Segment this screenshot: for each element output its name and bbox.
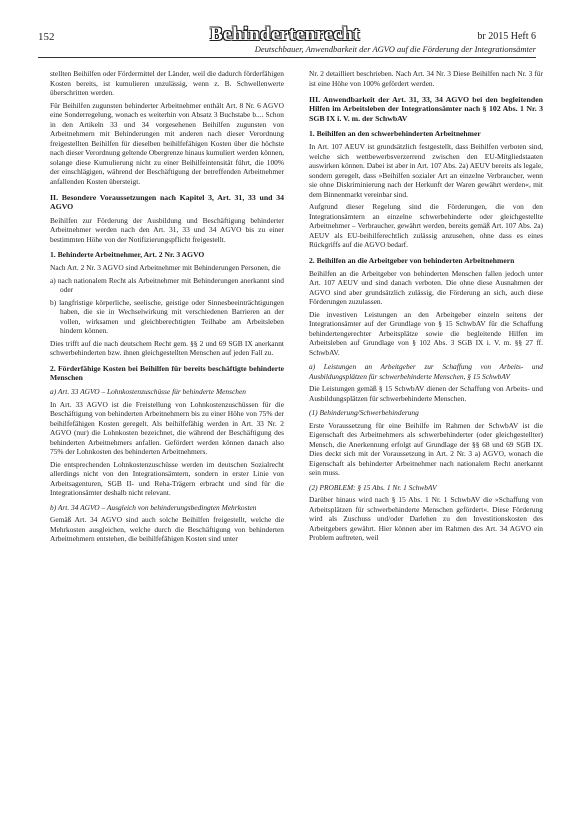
- subheading-b: b) Art. 34 AGVO – Ausgleich von behinderungsbedingten Mehrkosten: [50, 502, 257, 512]
- header-rule: [38, 57, 536, 58]
- paragraph: Nr. 2 detailliert beschrieben. Nach Art. 34 Nr. 3 Diese Beihilfen nach Nr. 3 für ist eine Höhe von 100% gefördert werden.: [309, 69, 543, 88]
- subheading-bb: (2) PROBLEM: § 15 Abs. 1 Nr. 1 SchwbAV: [309, 482, 437, 492]
- paragraph: In Art. 107 AEUV ist grundsätzlich festgestellt, dass Beihilfen verboten sind, welche sich wettbewerbsverzerrend zwischen den EU-Mitgliedstaaten auswirken können. Dabei ist aber in Art. 107 Abs. 2a) AEUV bereits als legale, sondern geregelt, dass »Beihilfen sozialer Art an einzelne Verbraucher, wenn sie ohne Diskriminierung nach der Herkunft der Waren gewährt werden«, mit dem Binnenmarkt vereinbar sind.: [309, 142, 543, 199]
- paragraph: Die entsprechenden Lohnkostenzuschüsse werden im deutschen Sozialrecht allerdings nicht von den Integrationsämtern, sondern in erster Linie von Arbeitsagenturen, SGB II- und Reha-Trägern erbracht und sind für die Integrationsämter deshalb nicht relevant.: [50, 459, 284, 498]
- paragraph: Darüber hinaus wird nach § 15 Abs. 1 Nr. 1 SchwbAV die »Schaffung von Arbeitsplätzen für schwerbehinderte Menschen gefördert«. Diese Förderung wird als Zuschuss und/oder Darlehen zu den Investitionskosten des Arbeitgebers gewährt. Hier können aber im Rahmen des Art. 34 AGVO ein Problem auftreten, weil: [309, 495, 543, 543]
- subheading-a: a) Art. 33 AGVO – Lohnkostenzuschüsse für behinderte Menschen: [50, 387, 246, 397]
- subsection-heading-1: 1. Beihilfen an den schwerbehinderten Arbeitnehmer: [309, 128, 481, 138]
- list-item-a: a) nach nationalem Recht als Arbeitnehmer mit Behinderungen anerkannt sind oder: [50, 275, 284, 295]
- subsection-heading-2: 2. Förderfähige Kosten bei Beihilfen für bereits beschäftigte behinderte Menschen: [50, 363, 284, 383]
- issue-label: br 2015 Heft 6: [477, 31, 536, 42]
- subheading-aa: (1) Behinderung/Schwerbehinderung: [309, 408, 419, 418]
- paragraph: Erste Voraussetzung für eine Beihilfe im Rahmen der SchwbAV ist die Eigenschaft des Arbeitnehmers als schwerbehinderter (oder gleichgestellter) Mensch, die Anerkennung erfolgt auf Grundlage der §§ 68 und 69 SGB IX. Dies deckt sich mit der Voraussetzung in Art. 2 Nr. 3 a) AGVO, wonach die Eigenschaft als behinderter Arbeitnehmer nach nationalem Recht anerkannt sein muss.: [309, 420, 543, 478]
- page-header: [38, 24, 536, 61]
- right-column: [309, 69, 543, 546]
- paragraph: Die investiven Leistungen an den Arbeitgeber einzeln seitens der Integrationsämter auf der Grundlage von § 15 SchwbAV für die Schaffung behindertengerechter Arbeitsplätze sowie die begleitende Hilfen im Arbeitsleben auf Grundlage von § 102 Abs. 3 SGB IX i. V. m. §§ 27 ff. SchwbAV.: [309, 309, 543, 357]
- paragraph: Nach Art. 2 Nr. 3 AGVO sind Arbeitnehmer mit Behinderungen Personen, die: [50, 263, 281, 273]
- paragraph: Gemäß Art. 34 AGVO sind auch solche Beihilfen freigestellt, welche die Mehrkosten ausgleichen, welche durch die Beschäftigung von behinderten Arbeitnehmern entstehen, die beihilfefähigen Kosten sind unter: [50, 515, 284, 544]
- subsection-heading-1: 1. Behinderte Arbeitnehmer, Art. 2 Nr. 3 AGVO: [50, 250, 205, 260]
- section-heading-III: III. Anwendbarkeit der Art. 31, 33, 34 AGVO bei den begleitenden Hilfen im Arbeitsleben der Integrationsämter nach § 102 Abs. 1 Nr. 3 SGB IX i. V. m. der SchwbAV: [309, 95, 543, 123]
- paragraph: stellten Beihilfen oder Fördermittel der Länder, weil die dadurch förderfähigen Kosten bereits, ist kumulieren unzulässig, wenn z. B. Schwellenwerte überschritten werden.: [50, 69, 284, 97]
- section-heading-II: II. Besondere Voraussetzungen nach Kapitel 3, Art. 31, 33 und 34 AGVO: [50, 193, 284, 212]
- paragraph: In Art. 33 AGVO ist die Freistellung von Lohnkostenzuschüssen für die Beschäftigung von behinderten Arbeitnehmern bis zu einer Höhe von 75% der beihilfefähigen Kosten geregelt. Als beihilfefähig werden in Art. 33 Nr. 2 AGVO (nur) die Lohnkosten bezeichnet, die während der Beschäftigung des behinderten Arbeitnehmers anfallen. Gefördert werden können danach also 75% der Lohnkosten des behinderten Arbeitnehmers.: [50, 399, 284, 457]
- paragraph: Beihilfen an die Arbeitgeber von behinderten Menschen fallen jedoch unter Art. 107 AEUV und sind danach verboten. Die ohne diese Ausnahmen der AGVO sind aber grundsätzlich zulässig, die Förderung an sich, auch diese Förderungen zuzulassen.: [309, 268, 543, 307]
- subsection-heading-2: 2. Beihilfen an die Arbeitgeber von behinderten Arbeitnehmern: [309, 255, 515, 265]
- article-subtitle: Deutschbauer, Anwendbarkeit der AGVO auf die Förderung der Integrationsämter: [254, 44, 536, 54]
- subheading-a: a) Leistungen an Arbeitgeber zur Schaffung von Arbeits- und Ausbildungsplätzen für schwerbehinderte Menschen, § 15 SchwbAV: [309, 362, 543, 381]
- page-number: 152: [38, 31, 55, 43]
- list-item-b: b) langfristige körperliche, seelische, geistige oder Sinnesbeeinträchtigungen haben, die sie in Wechselwirkung mit verschiedenen Barrieren an der vollen, wirksamen und gleichberechtigten Teilhabe am Arbeitsleben hindern können.: [50, 297, 284, 336]
- left-column: [50, 69, 284, 547]
- journal-title: Behindertenrecht: [210, 24, 361, 45]
- paragraph: Für Beihilfen zugunsten behinderter Arbeitnehmer enthält Art. 8 Nr. 6 AGVO eine Sonderregelung, wonach es weiterhin von Absatz 3 Buchstabe b.... Schon in den Artikeln 33 und 34 vorgesehenen Beihilfen zugunsten von Arbeitnehmern mit Behinderungen mit anderen nach dieser Verordnung freigestellten Beihilfen für dieselben beihilfefähigen Kosten über die höchste nach dieser Verordnung geltende Obergrenze hinaus kumuliert werden können, solange diese Kumulierung nicht zu einer Beihilfeintensität führt, die 100% der einschlägigen, während der Beschäftigung der betreffenden Arbeitnehmer anfallenden Kosten übersteigt.: [50, 100, 284, 186]
- paragraph: Aufgrund dieser Regelung sind die Förderungen, die von den Integrationsämtern an einzelne schwerbehinderte oder gleichgestellte Arbeitnehmer – Verbraucher, gewährt werden, bereits gemäß Art. 107 Abs. 2a) AEUV als EU-beihilferechtlich zulässig anzusehen, ohne dass es eines Rückgriffs auf die AGVO bedarf.: [309, 202, 543, 250]
- paragraph: Dies trifft auf die nach deutschem Recht gem. §§ 2 und 69 SGB IX anerkannt schwerbehinderten bzw. ihnen gleichgestellten Menschen auf jeden Fall zu.: [50, 338, 284, 358]
- paragraph: Die Leistungen gemäß § 15 SchwbAV dienen der Schaffung von Arbeits- und Ausbildungsplätzen für schwerbehinderte Menschen.: [309, 384, 543, 403]
- paragraph: Beihilfen zur Förderung der Ausbildung und Beschäftigung behinderter Arbeitnehmer werden nach den Art. 31, 33 und 34 AGVO bis zu einer bestimmten Höhe von der Notifizierungspflicht freigestellt.: [50, 215, 284, 244]
